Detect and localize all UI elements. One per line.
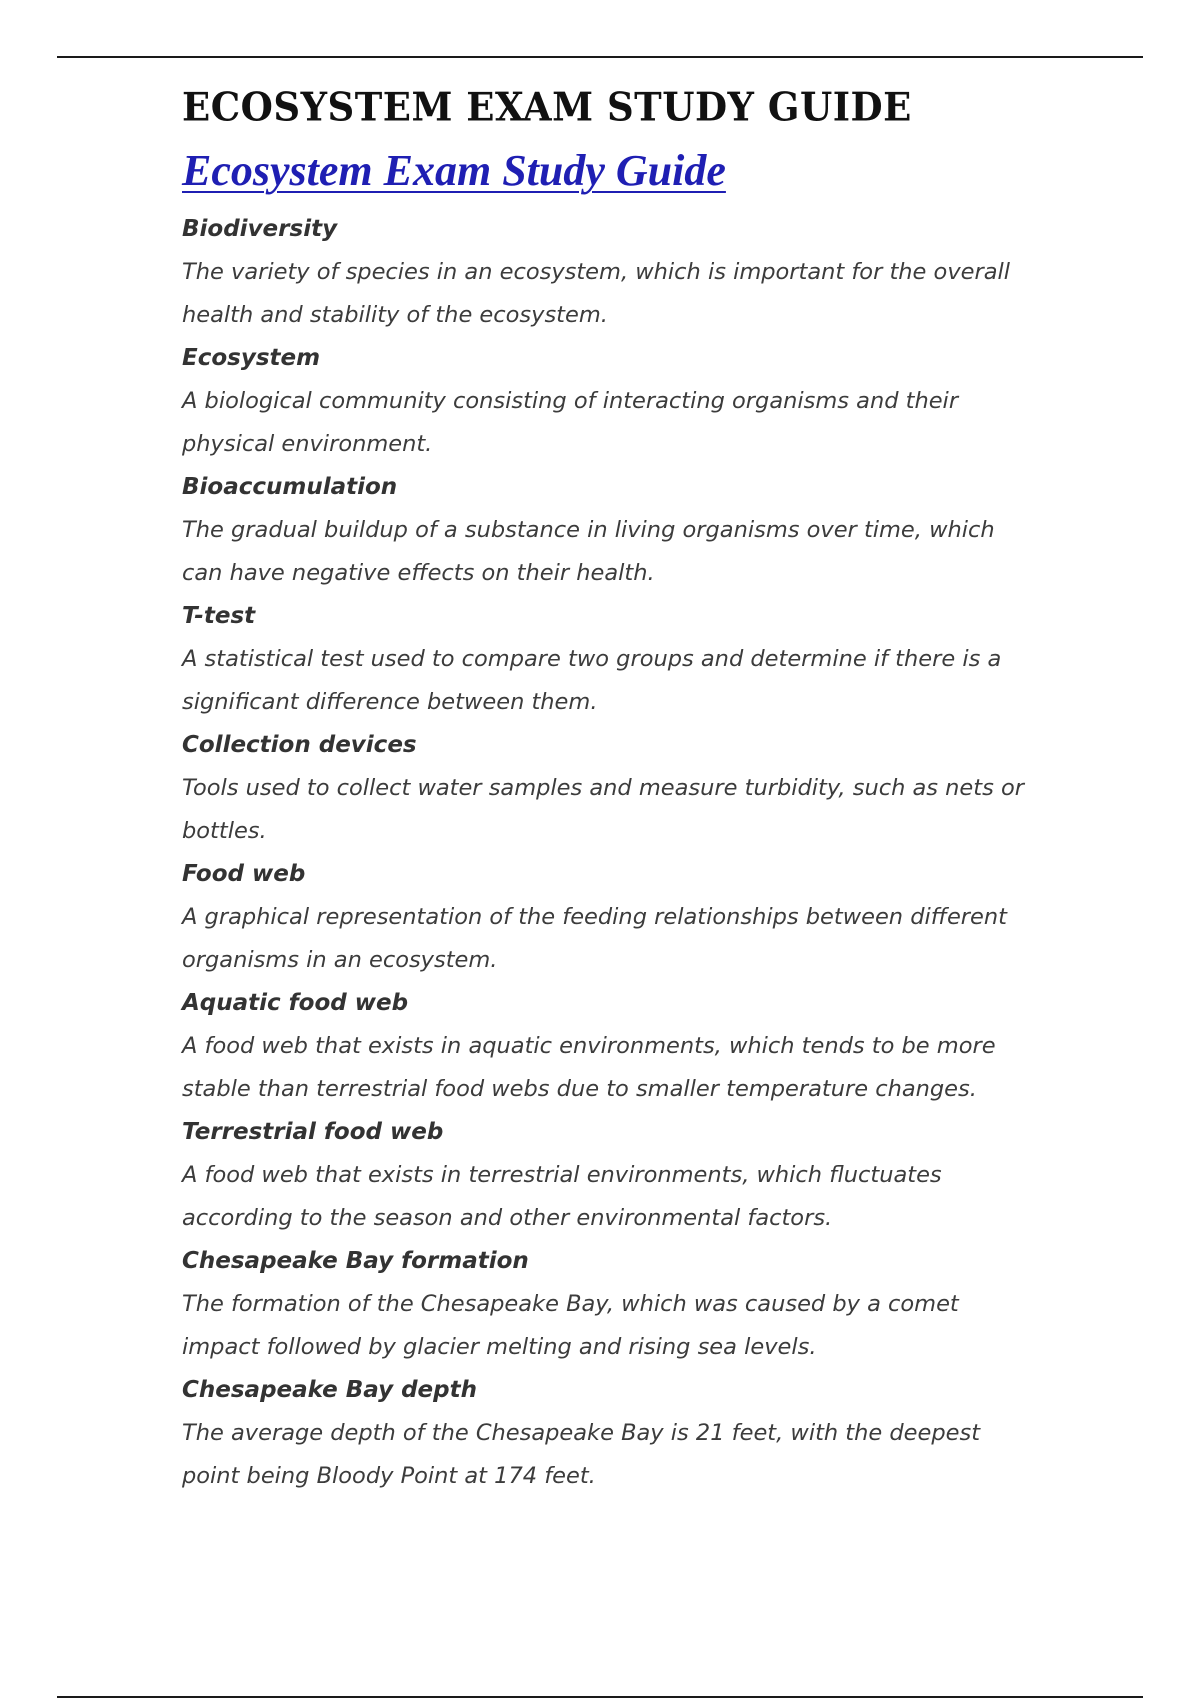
glossary-term: Biodiversity bbox=[182, 216, 338, 242]
glossary-definition: A graphical representation of the feeding relationships between different organisms in an ecosystem. bbox=[182, 904, 1007, 973]
glossary-term: Collection devices bbox=[182, 732, 417, 758]
glossary-definition: A food web that exists in aquatic environments, which tends to be more stable than terrestrial food webs due to smaller temperature changes. bbox=[182, 1033, 996, 1102]
glossary-entry bbox=[182, 724, 1082, 853]
glossary-term: Chesapeake Bay depth bbox=[182, 1377, 477, 1403]
document-title-link[interactable]: Ecosystem Exam Study Guide bbox=[182, 146, 726, 195]
glossary-definition: The formation of the Chesapeake Bay, which was caused by a comet impact followed by glacier melting and rising sea levels. bbox=[182, 1291, 959, 1360]
glossary-definition: A biological community consisting of interacting organisms and their physical environment. bbox=[182, 388, 959, 457]
glossary-definition: A food web that exists in terrestrial environments, which fluctuates according to the season and other environmental factors. bbox=[182, 1162, 942, 1231]
glossary-definition: Tools used to collect water samples and measure turbidity, such as nets or bottles. bbox=[182, 775, 1024, 844]
glossary-entry bbox=[182, 1111, 1082, 1240]
glossary-definition: The variety of species in an ecosystem, which is important for the overall health and stability of the ecosystem. bbox=[182, 259, 1011, 328]
glossary-entry bbox=[182, 466, 1082, 595]
glossary-term: Aquatic food web bbox=[182, 990, 409, 1016]
glossary-definition: The gradual buildup of a substance in living organisms over time, which can have negative effects on their health. bbox=[182, 517, 995, 586]
glossary-entry bbox=[182, 853, 1082, 982]
glossary-term: T-test bbox=[182, 603, 256, 629]
glossary-term: Chesapeake Bay formation bbox=[182, 1248, 529, 1274]
glossary-term: Bioaccumulation bbox=[182, 474, 398, 500]
glossary-entry bbox=[182, 337, 1082, 466]
glossary-entry bbox=[182, 595, 1082, 724]
glossary-definition: A statistical test used to compare two groups and determine if there is a significant difference between them. bbox=[182, 646, 1002, 715]
document-body bbox=[182, 78, 1082, 1498]
glossary-definition: The average depth of the Chesapeake Bay is 21 feet, with the deepest point being Bloody Point at 174 feet. bbox=[182, 1420, 981, 1489]
top-rule bbox=[57, 56, 1143, 58]
glossary-entry bbox=[182, 208, 1082, 337]
bottom-rule bbox=[57, 1696, 1143, 1698]
glossary-list bbox=[182, 208, 1082, 1498]
running-header: ECOSYSTEM EXAM STUDY GUIDE bbox=[182, 83, 912, 131]
glossary-entry bbox=[182, 1240, 1082, 1369]
glossary-entry bbox=[182, 982, 1082, 1111]
glossary-term: Terrestrial food web bbox=[182, 1119, 444, 1145]
glossary-term: Ecosystem bbox=[182, 345, 321, 371]
glossary-entry bbox=[182, 1369, 1082, 1498]
glossary-term: Food web bbox=[182, 861, 306, 887]
